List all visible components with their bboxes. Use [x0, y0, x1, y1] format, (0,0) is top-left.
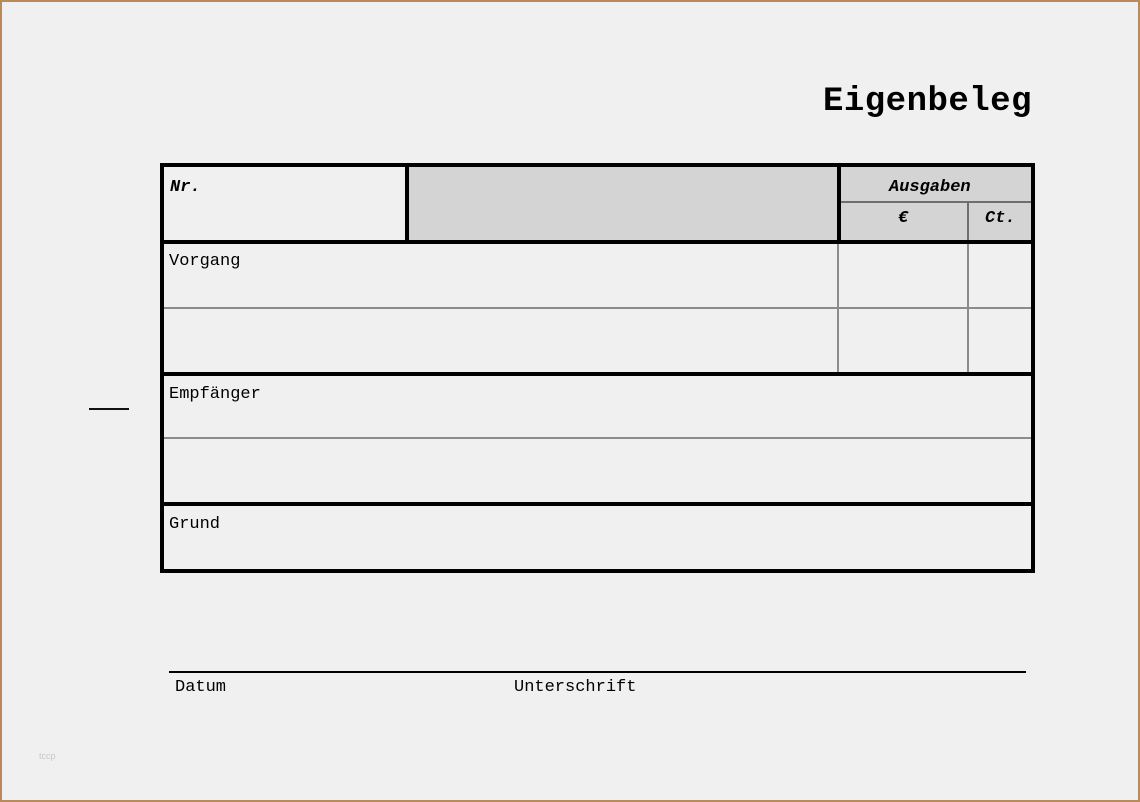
- vorgang-field-1[interactable]: [164, 244, 837, 307]
- euro-label: €: [898, 209, 909, 228]
- ausgaben-label: Ausgaben: [889, 178, 971, 197]
- header-gray-field: [409, 167, 837, 240]
- receipt-form: [160, 163, 1035, 573]
- signature-line: [169, 671, 1026, 673]
- grund-label: Grund: [169, 515, 221, 534]
- ausgaben-header: [841, 167, 1031, 240]
- cent-field-2[interactable]: [969, 309, 1031, 372]
- euro-cent-divider: [967, 244, 969, 372]
- nr-label: Nr.: [170, 178, 201, 197]
- empfaenger-field-1[interactable]: [164, 376, 1031, 437]
- euro-field-1[interactable]: [839, 244, 967, 307]
- document-title: Eigenbeleg: [822, 83, 1032, 121]
- ausgaben-subdivider: [841, 201, 1031, 203]
- euro-field-2[interactable]: [839, 309, 967, 372]
- nr-cell[interactable]: [164, 167, 405, 240]
- empfaenger-label: Empfänger: [169, 385, 261, 404]
- fold-mark: [89, 408, 129, 410]
- unterschrift-label: Unterschrift: [514, 678, 637, 697]
- watermark-text: tccp: [39, 751, 56, 761]
- grund-field[interactable]: [164, 506, 1031, 569]
- cent-field-1[interactable]: [969, 244, 1031, 307]
- vorgang-label: Vorgang: [169, 252, 241, 271]
- vorgang-field-2[interactable]: [164, 309, 837, 372]
- datum-label: Datum: [175, 678, 227, 697]
- vorgang-euro-divider: [837, 244, 839, 372]
- empfaenger-field-2[interactable]: [164, 439, 1031, 502]
- cent-label: Ct.: [985, 209, 1016, 228]
- euro-cent-divider-header: [967, 203, 969, 240]
